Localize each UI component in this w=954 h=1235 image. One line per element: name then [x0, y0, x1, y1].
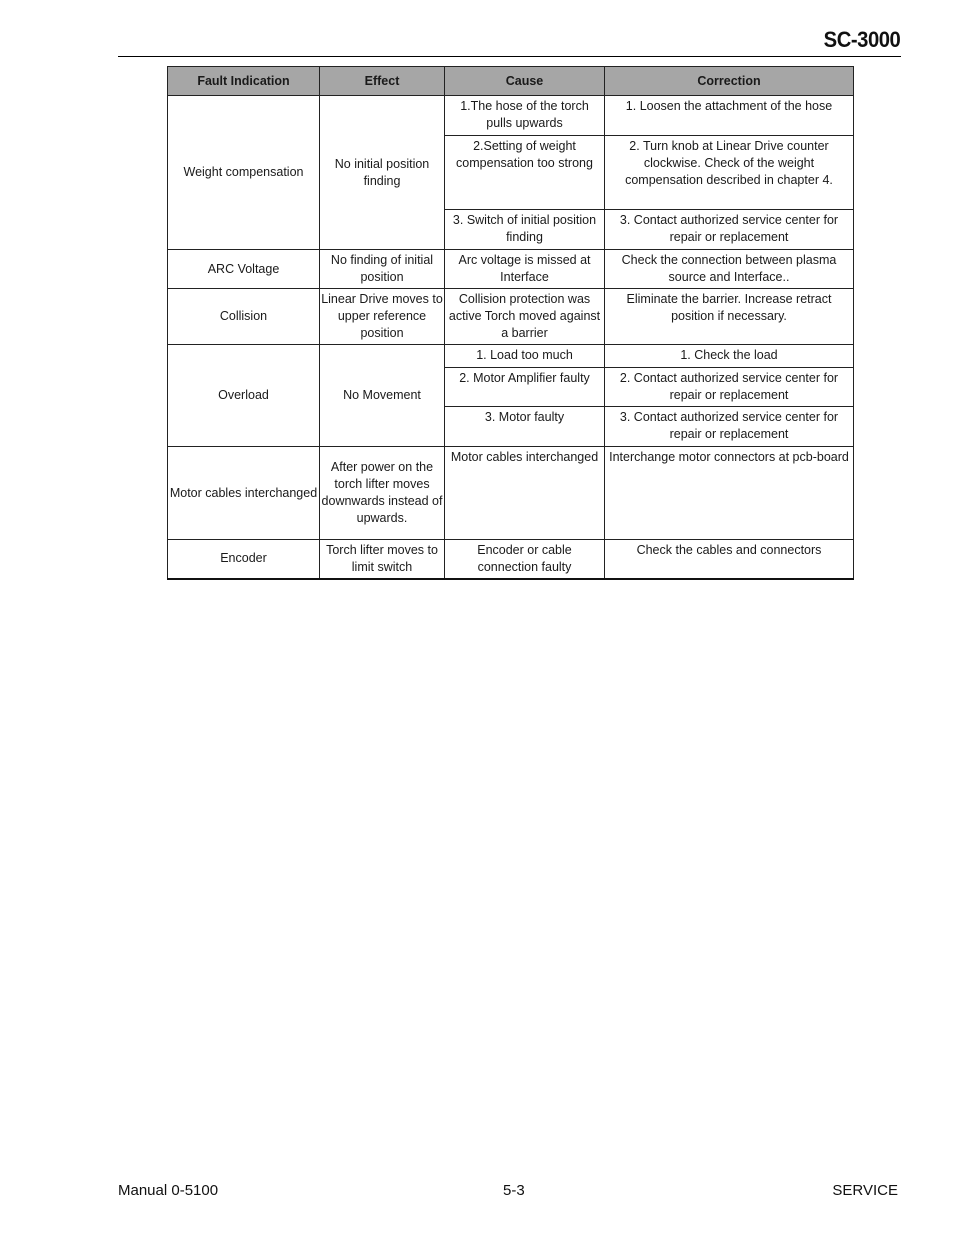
cause-cell: Motor cables interchanged — [445, 447, 605, 540]
table-row — [168, 540, 854, 579]
cause-cell: Collision protection was active Torch moved against a barrier — [445, 289, 605, 345]
correction-cell: 1. Loosen the attachment of the hose — [605, 96, 854, 136]
correction-cell: 3. Contact authorized service center for repair or replacement — [605, 210, 854, 250]
cause-cell: Arc voltage is missed at Interface — [445, 250, 605, 289]
correction-cell: 1. Check the load — [605, 345, 854, 368]
cause-cell: 1.The hose of the torch pulls upwards — [445, 96, 605, 136]
document-title: SC-3000 — [823, 27, 900, 52]
fault-cell: Overload — [168, 345, 320, 447]
correction-cell: Check the cables and connectors — [605, 540, 854, 579]
cause-cell: Encoder or cable connection faulty — [445, 540, 605, 579]
fault-cell: Motor cables interchanged — [168, 447, 320, 540]
footer-page-number: 5-3 — [503, 1182, 525, 1199]
correction-cell: Interchange motor connectors at pcb-board — [605, 447, 854, 540]
effect-cell: After power on the torch lifter moves downwards instead of upwards. — [320, 447, 445, 540]
correction-cell: Check the connection between plasma source and Interface.. — [605, 250, 854, 289]
effect-cell: Linear Drive moves to upper reference position — [320, 289, 445, 345]
table-row — [168, 96, 854, 136]
column-header-fault-indication: Fault Indication — [168, 67, 320, 96]
fault-cell: Encoder — [168, 540, 320, 579]
fault-cell: Weight compensation — [168, 96, 320, 250]
column-header-effect: Effect — [320, 67, 445, 96]
column-header-cause: Cause — [445, 67, 605, 96]
footer-section-name: SERVICE — [832, 1182, 898, 1199]
effect-cell: Torch lifter moves to limit switch — [320, 540, 445, 579]
effect-cell: No Movement — [320, 345, 445, 447]
table-row — [168, 250, 854, 289]
table-header-row — [168, 67, 854, 96]
fault-cell: Collision — [168, 289, 320, 345]
table-row — [168, 447, 854, 540]
correction-cell: 2. Contact authorized service center for repair or replacement — [605, 368, 854, 407]
effect-cell: No finding of initial position — [320, 250, 445, 289]
cause-cell: 3. Switch of initial position finding — [445, 210, 605, 250]
correction-cell: 2. Turn knob at Linear Drive counter clockwise. Check of the weight compensation described in chapter 4. — [605, 136, 854, 210]
column-header-correction: Correction — [605, 67, 854, 96]
cause-cell: 3. Motor faulty — [445, 407, 605, 447]
cause-cell: 2. Motor Amplifier faulty — [445, 368, 605, 407]
troubleshooting-table — [167, 66, 854, 580]
fault-cell: ARC Voltage — [168, 250, 320, 289]
correction-cell: Eliminate the barrier. Increase retract position if necessary. — [605, 289, 854, 345]
cause-cell: 1. Load too much — [445, 345, 605, 368]
correction-cell: 3. Contact authorized service center for repair or replacement — [605, 407, 854, 447]
cause-cell: 2.Setting of weight compensation too strong — [445, 136, 605, 210]
table-row — [168, 345, 854, 368]
footer-manual-number: Manual 0-5100 — [118, 1182, 219, 1199]
table-row — [168, 289, 854, 345]
title-divider — [118, 56, 901, 57]
effect-cell: No initial position finding — [320, 96, 445, 250]
